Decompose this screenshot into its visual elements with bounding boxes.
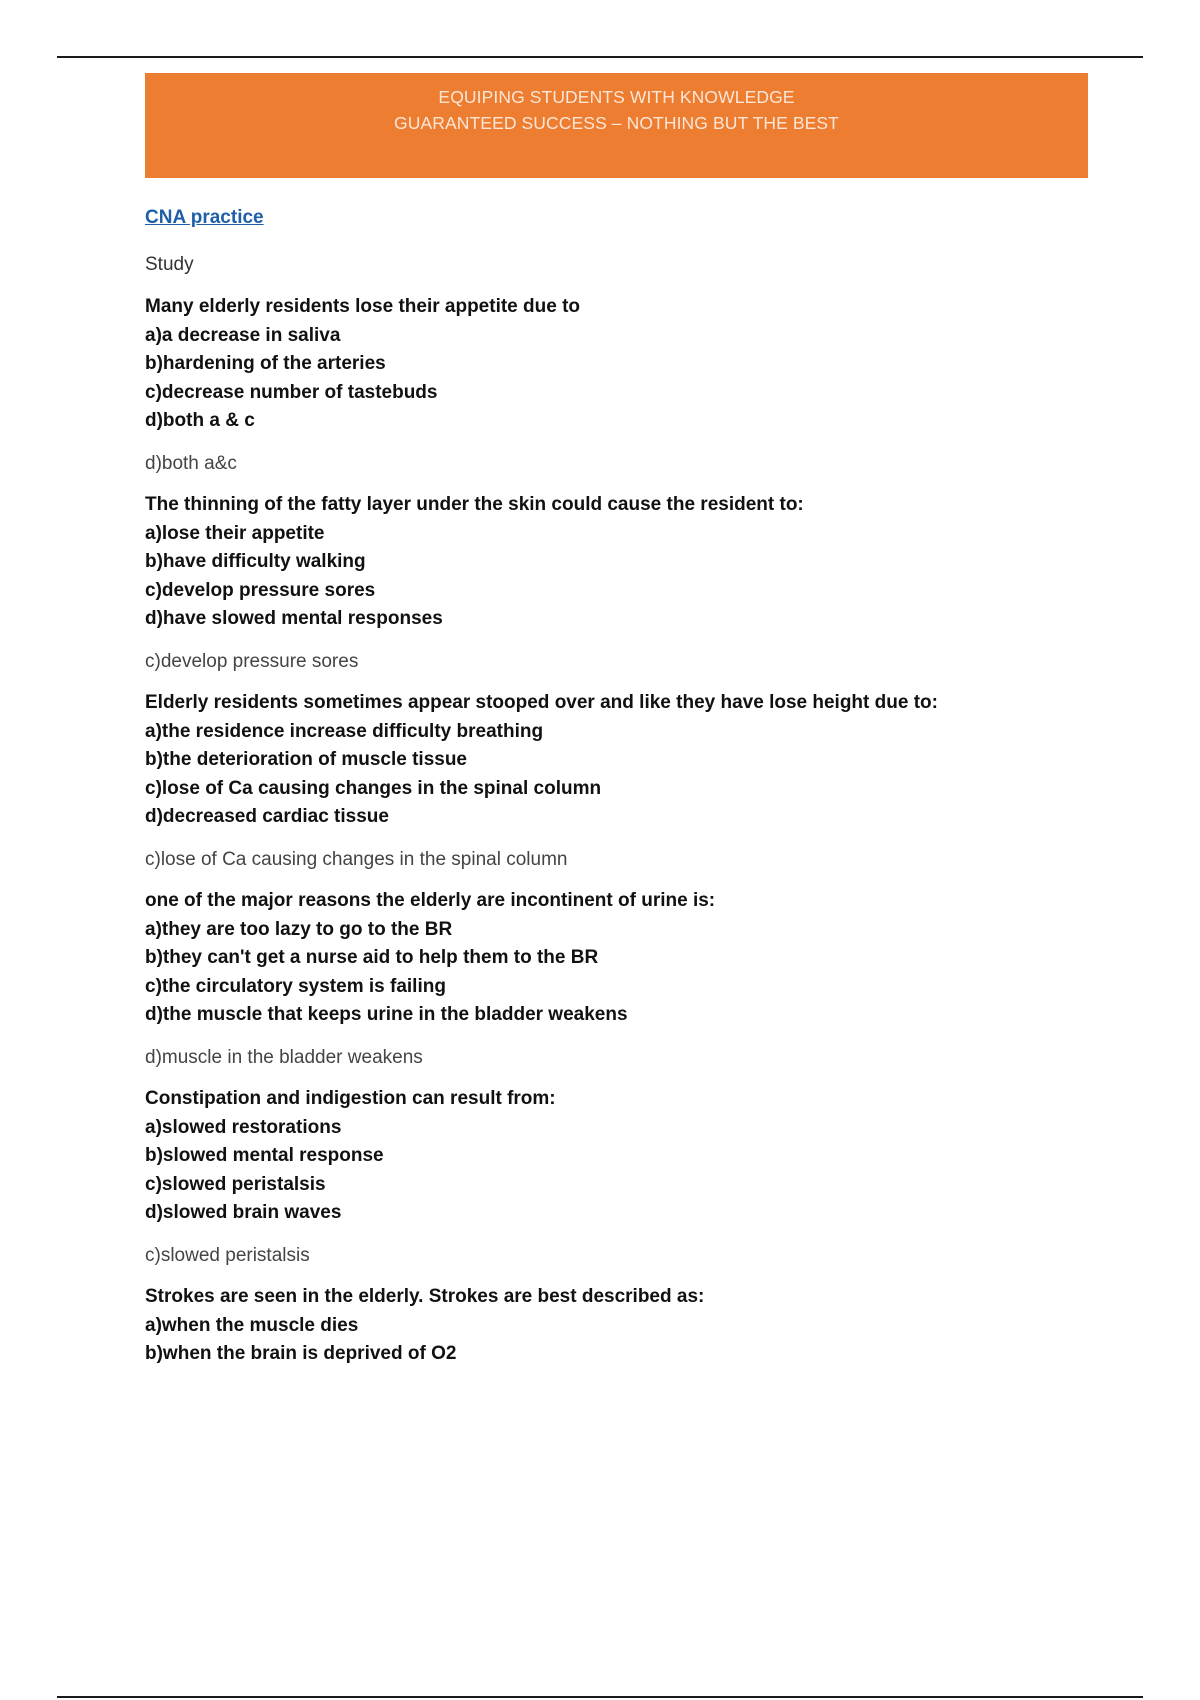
answer-option: d)both a & c [145,410,255,431]
answer-option: c)develop pressure sores [145,579,376,601]
question-block [145,1085,1088,1270]
question-block [145,491,1088,676]
question-text: The thinning of the fatty layer under the skin could cause the resident to: [145,494,804,515]
answer-option: d)slowed brain waves [145,1202,342,1223]
question-text: Many elderly residents lose their appetite due to [145,296,581,317]
question-text: Elderly residents sometimes appear stooped over and like they have lose height due to: [145,692,938,713]
answer-option: a)a decrease in saliva [145,324,341,346]
answer-option: d)the muscle that keeps urine in the bladder weakens [145,1004,628,1025]
correct-answer: c)lose of Ca causing changes in the spinal column [145,848,568,870]
answer-option: c)lose of Ca causing changes in the spinal column [145,777,602,799]
question-block [145,887,1088,1072]
question-text: one of the major reasons the elderly are incontinent of urine is: [145,890,716,911]
correct-answer: d)both a&c [145,452,237,474]
correct-answer: d)muscle in the bladder weakens [145,1046,423,1068]
answer-option: d)have slowed mental responses [145,608,443,629]
answer-option: a)they are too lazy to go to the BR [145,918,453,940]
answer-option: a)slowed restorations [145,1116,342,1138]
question-text: Strokes are seen in the elderly. Strokes are best described as: [145,1286,705,1307]
answer-option: c)decrease number of tastebuds [145,381,438,403]
banner-line-2: GUARANTEED SUCCESS – NOTHING BUT THE BEST [394,113,839,133]
question-text: Constipation and indigestion can result from: [145,1088,556,1109]
top-rule [57,56,1143,58]
answer-option: a)lose their appetite [145,522,325,544]
answer-option: b)they can't get a nurse aid to help them to the BR [145,947,599,968]
answer-option: b)have difficulty walking [145,551,366,572]
question-block [145,293,1088,478]
study-label: Study [145,253,194,275]
header-banner [145,73,1088,178]
answer-option: c)slowed peristalsis [145,1173,326,1195]
question-block [145,1283,1088,1369]
answer-option: b)hardening of the arteries [145,353,386,374]
answer-option: c)the circulatory system is failing [145,975,446,997]
question-block [145,689,1088,874]
bottom-rule [57,1696,1143,1698]
correct-answer: c)slowed peristalsis [145,1244,310,1266]
answer-option: b)when the brain is deprived of O2 [145,1343,457,1364]
answer-option: a)the residence increase difficulty breathing [145,720,544,742]
cna-practice-link[interactable]: CNA practice [145,207,264,228]
banner-line-1: EQUIPING STUDENTS WITH KNOWLEDGE [438,87,795,107]
answer-option: b)the deterioration of muscle tissue [145,749,467,770]
question-list [145,293,1088,1369]
document-body [145,204,1088,1369]
answer-option: a)when the muscle dies [145,1314,359,1336]
answer-option: d)decreased cardiac tissue [145,806,389,827]
answer-option: b)slowed mental response [145,1145,384,1166]
correct-answer: c)develop pressure sores [145,650,359,672]
